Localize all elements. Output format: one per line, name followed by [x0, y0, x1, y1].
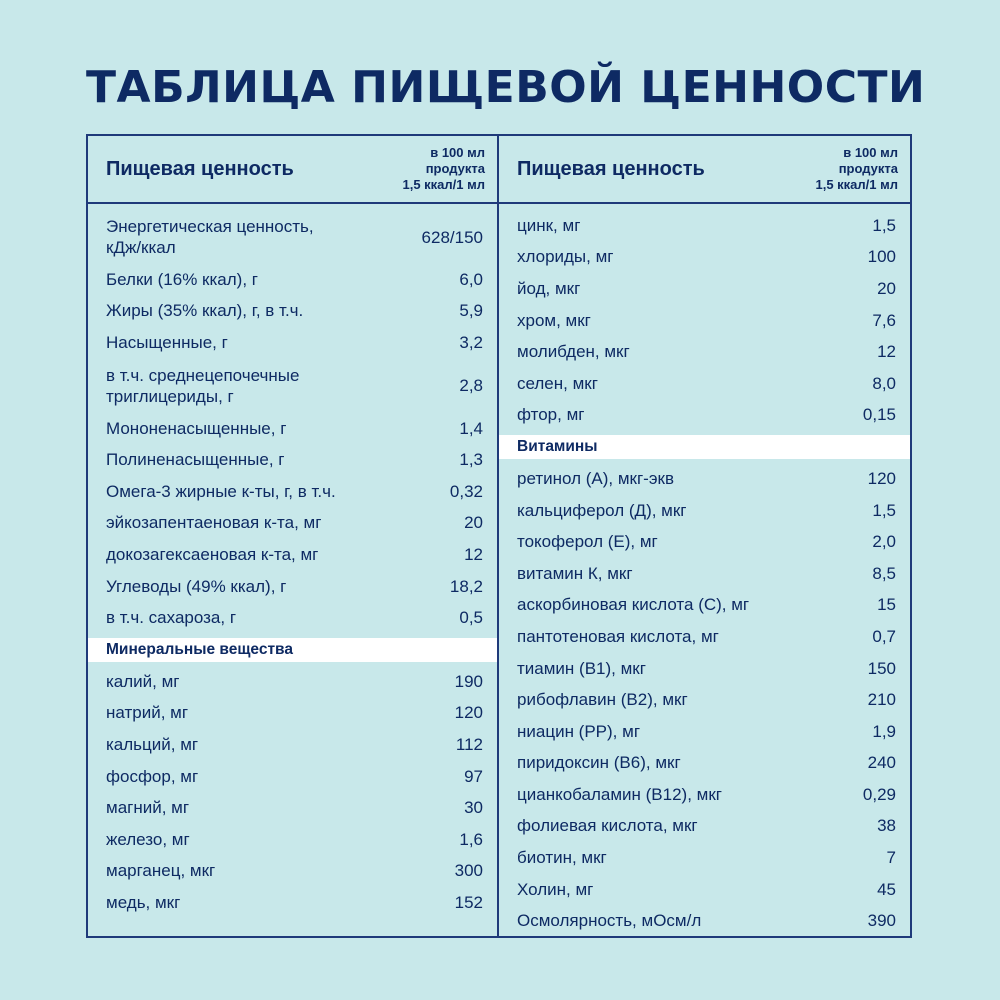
nutrient-value: 30: [464, 798, 483, 818]
nutrient-value: 20: [464, 513, 483, 533]
nutrient-value: 2,8: [459, 376, 483, 396]
table-row: [88, 476, 497, 508]
nutrient-name: токоферол (Е), мг: [517, 532, 658, 552]
right-rows-group-b: [499, 463, 910, 937]
nutrient-name: фолиевая кислота, мкг: [517, 816, 698, 836]
nutrient-name: Углеводы (49% ккал), г: [106, 576, 287, 596]
nutrient-name: фтор, мг: [517, 405, 585, 425]
nutrient-value: 100: [867, 247, 896, 267]
nutrient-value: 2,0: [872, 532, 896, 552]
nutrient-value: 300: [454, 861, 483, 881]
nutrient-name: хром, мкг: [517, 310, 591, 330]
nutrient-value: 1,5: [872, 500, 896, 520]
table-row: [88, 264, 497, 296]
nutrient-name: цинк, мг: [517, 215, 581, 235]
right-rows-group-a: [499, 210, 910, 431]
nutrient-name: калий, мг: [106, 671, 180, 691]
table-row: [88, 296, 497, 328]
nutrient-name: пантотеновая кислота, мг: [517, 626, 719, 646]
nutrient-value: 0,32: [449, 481, 483, 501]
nutrient-value: 1,9: [872, 721, 896, 741]
left-column: [88, 136, 499, 936]
nutrient-value: 120: [867, 468, 896, 488]
nutrient-name: витамин К, мкг: [517, 563, 633, 583]
table-row: [499, 590, 910, 622]
nutrient-name: магний, мг: [106, 798, 190, 818]
nutrient-name: кальциферол (Д), мкг: [517, 500, 687, 520]
nutrition-table: [86, 134, 912, 938]
nutrient-name: Полиненасыщенные, г: [106, 450, 285, 470]
nutrient-name: в т.ч. среднецепочечные триглицериды, г: [106, 365, 300, 406]
table-row: [499, 336, 910, 368]
nutrient-name: селен, мкг: [517, 373, 598, 393]
nutrient-value: 45: [877, 879, 896, 899]
nutrient-name: рибофлавин (В2), мкг: [517, 690, 688, 710]
table-row: [88, 792, 497, 824]
table-row: [499, 558, 910, 590]
nutrient-value: 12: [877, 342, 896, 362]
nutrient-value: 3,2: [459, 332, 483, 352]
nutrient-name: эйкозапентаеновая к-та, мг: [106, 513, 322, 533]
section-minerals: Минеральные вещества: [88, 638, 497, 662]
nutrient-value: 240: [867, 753, 896, 773]
nutrient-name: в т.ч. сахароза, г: [106, 608, 237, 628]
nutrient-name: биотин, мкг: [517, 848, 607, 868]
table-row: [88, 729, 497, 761]
nutrient-value: 7: [886, 848, 896, 868]
section-vitamins: Витамины: [499, 435, 910, 459]
nutrient-value: 1,6: [459, 829, 483, 849]
nutrient-value: 0,15: [862, 405, 896, 425]
nutrient-value: 390: [867, 911, 896, 931]
nutrient-name: фосфор, мг: [106, 766, 199, 786]
table-row: [88, 856, 497, 888]
table-row: [88, 761, 497, 793]
nutrient-value: 0,7: [872, 626, 896, 646]
nutrient-name: докозагексаеновая к-та, мг: [106, 544, 319, 564]
table-row: [88, 508, 497, 540]
nutrient-value: 1,3: [459, 450, 483, 470]
table-row: [499, 874, 910, 906]
right-column: [499, 136, 910, 936]
right-column-header: [499, 136, 910, 204]
table-row: [88, 210, 497, 264]
nutrient-value: 120: [454, 703, 483, 723]
table-row: [88, 539, 497, 571]
nutrient-name: Насыщенные, г: [106, 332, 228, 352]
nutrient-value: 5,9: [459, 301, 483, 321]
nutrient-name: Осмолярность, мОсм/л: [517, 911, 702, 931]
nutrient-value: 150: [867, 658, 896, 678]
table-row: [499, 779, 910, 811]
table-row: [499, 210, 910, 242]
nutrient-name: Жиры (35% ккал), г, в т.ч.: [106, 301, 304, 321]
nutrient-name: йод, мкг: [517, 278, 581, 298]
nutrient-value: 38: [877, 816, 896, 836]
nutrient-value: 8,0: [872, 373, 896, 393]
table-row: [499, 842, 910, 874]
nutrient-name: Энергетическая ценность, кДж/ккал: [106, 217, 314, 257]
nutrient-value: 1,5: [872, 215, 896, 235]
table-row: [88, 359, 497, 413]
nutrient-value: 7,6: [872, 310, 896, 330]
table-row: [88, 571, 497, 603]
nutrient-value: 1,4: [459, 418, 483, 438]
right-rows: [499, 204, 910, 937]
column-header-label: Пищевая ценность: [517, 157, 705, 180]
nutrient-name: медь, мкг: [106, 892, 181, 912]
nutrient-value: 210: [867, 690, 896, 710]
table-row: [88, 887, 497, 919]
nutrient-name: ниацин (РР), мг: [517, 721, 641, 741]
nutrient-name: Омега-3 жирные к-ты, г, в т.ч.: [106, 481, 336, 501]
nutrient-name: Белки (16% ккал), г: [106, 269, 258, 289]
nutrient-value: 6,0: [459, 269, 483, 289]
nutrient-value: 112: [455, 734, 483, 754]
nutrient-value: 628/150: [421, 227, 483, 247]
left-rows-group-a: [88, 210, 497, 634]
table-row: [499, 811, 910, 843]
nutrient-name: молибден, мкг: [517, 342, 630, 362]
table-row: [88, 824, 497, 856]
left-rows: [88, 204, 497, 919]
nutrient-name: аскорбиновая кислота (С), мг: [517, 595, 750, 615]
column-header-label: Пищевая ценность: [106, 157, 294, 180]
table-row: [88, 444, 497, 476]
table-row: [499, 526, 910, 558]
column-header-unit: в 100 мл продукта 1,5 ккал/1 мл: [402, 145, 485, 192]
table-row: [499, 653, 910, 685]
nutrient-value: 0,5: [459, 608, 483, 628]
nutrient-name: Холин, мг: [517, 879, 594, 899]
nutrient-name: Мононенасыщенные, г: [106, 418, 287, 438]
table-row: [88, 327, 497, 359]
table-row: [499, 400, 910, 432]
table-row: [88, 602, 497, 634]
table-row: [499, 495, 910, 527]
nutrient-value: 97: [464, 766, 483, 786]
nutrient-name: тиамин (В1), мкг: [517, 658, 646, 678]
table-row: [499, 368, 910, 400]
nutrient-name: ретинол (А), мкг-экв: [517, 468, 674, 488]
column-header-unit: в 100 мл продукта 1,5 ккал/1 мл: [815, 145, 898, 192]
nutrient-value: 152: [454, 892, 483, 912]
nutrient-name: цианкобаламин (В12), мкг: [517, 784, 722, 804]
table-row: [499, 748, 910, 780]
nutrient-name: пиридоксин (В6), мкг: [517, 753, 681, 773]
nutrient-value: 12: [464, 544, 483, 564]
nutrient-name: железо, мг: [106, 829, 190, 849]
table-row: [499, 305, 910, 337]
table-row: [88, 413, 497, 445]
nutrient-name: натрий, мг: [106, 703, 189, 723]
table-row: [88, 698, 497, 730]
nutrient-name: марганец, мкг: [106, 861, 216, 881]
nutrient-name: хлориды, мг: [517, 247, 614, 267]
table-row: [499, 273, 910, 305]
table-row: [499, 621, 910, 653]
nutrient-value: 20: [877, 278, 896, 298]
table-row: [499, 242, 910, 274]
nutrient-value: 0,29: [862, 784, 896, 804]
nutrient-value: 190: [454, 671, 483, 691]
table-row: [499, 684, 910, 716]
nutrient-value: 15: [877, 595, 896, 615]
nutrient-value: 8,5: [872, 563, 896, 583]
page-title: ТАБЛИЦА ПИЩЕВОЙ ЦЕННОСТИ: [86, 62, 926, 113]
table-row: [499, 463, 910, 495]
nutrient-value: 18,2: [449, 576, 483, 596]
left-rows-group-b: [88, 666, 497, 919]
table-row: [88, 666, 497, 698]
table-row: [499, 905, 910, 937]
left-column-header: [88, 136, 497, 204]
table-row: [499, 716, 910, 748]
nutrient-name: кальций, мг: [106, 734, 199, 754]
